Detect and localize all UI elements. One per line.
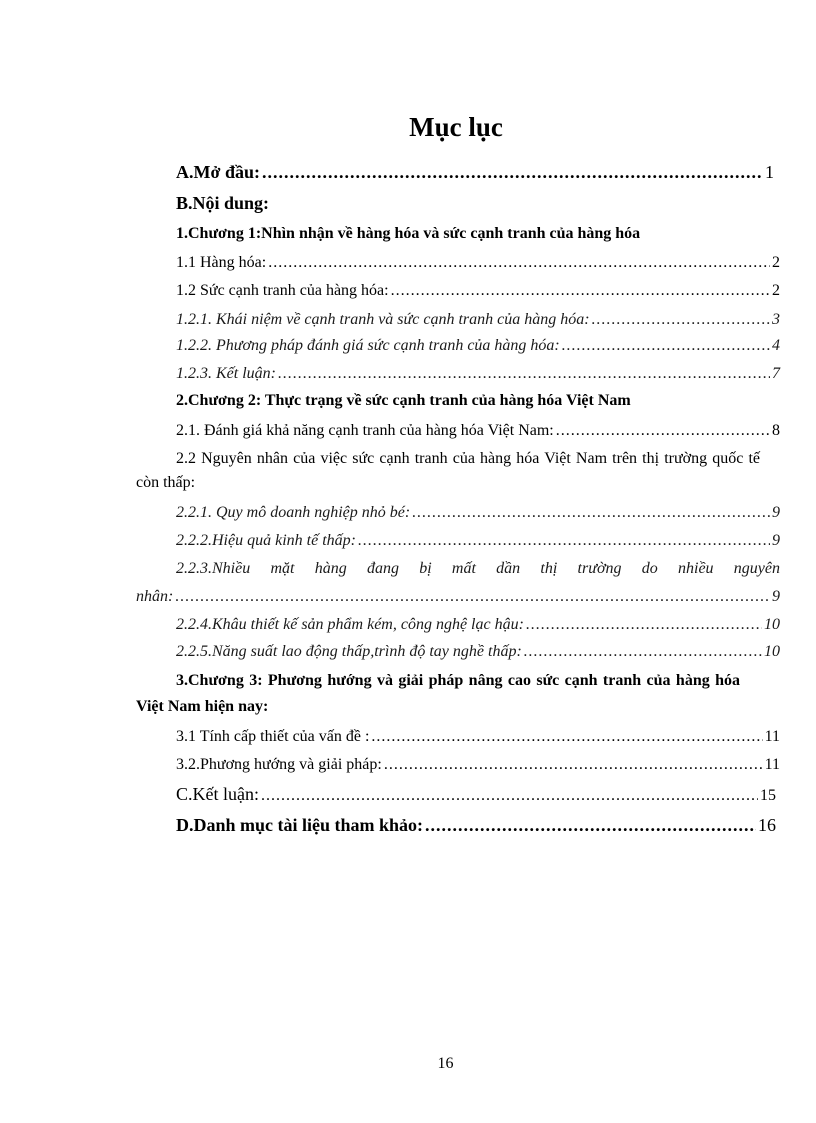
toc-leader (268, 253, 770, 273)
toc-leader (358, 531, 770, 551)
toc-chapter-2[interactable] (176, 391, 631, 411)
toc-label: nhân: (136, 588, 174, 605)
toc-label: 3.2.Phương hướng và giải pháp: (176, 756, 382, 773)
toc-page: 9 (772, 504, 780, 521)
toc-label: B.Nội dung: (176, 193, 270, 213)
toc-label: D.Danh mục tài liệu tham khảo: (176, 815, 424, 835)
toc-page: 9 (772, 532, 780, 549)
toc-page: 16 (758, 815, 776, 835)
toc-leader (592, 310, 770, 330)
toc-label: 2.2.2.Hiệu quả kinh tế thấp: (176, 532, 356, 549)
toc-entry-3-1[interactable] (176, 727, 780, 747)
page-title: Mục lục (409, 112, 503, 142)
toc-label: 3.Chương 3: Phương hướng và giải pháp nâng cao sức cạnh tranh của hàng hóa Việt Nam hiện nay: (136, 672, 740, 715)
toc-page: 7 (772, 365, 780, 382)
toc-entry-2-1[interactable] (176, 421, 780, 441)
toc-page: 11 (764, 756, 780, 773)
toc-label: 1.2.1. Khái niệm về cạnh tranh và sức cạnh tranh của hàng hóa: (176, 311, 590, 328)
toc-page: 2 (772, 282, 780, 299)
toc-page: 1 (765, 162, 774, 182)
toc-entry-a[interactable] (176, 162, 774, 182)
toc-entry-b[interactable] (176, 193, 269, 213)
toc-leader (262, 162, 763, 182)
toc-leader (391, 281, 770, 301)
toc-label: 2.2 Nguyên nhân của việc sức cạnh tranh của hàng hóa Việt Nam trên thị trường quốc tế còn thấp: (136, 450, 760, 491)
toc-page: 8 (772, 422, 780, 439)
toc-chapter-1[interactable] (176, 224, 640, 244)
toc-entry-2-2-4[interactable] (176, 615, 780, 635)
page-number: 16 (437, 1055, 454, 1072)
toc-entry-1-2-1[interactable] (176, 310, 780, 330)
toc-entry-2-2-1[interactable] (176, 503, 780, 523)
toc-leader (175, 587, 770, 607)
toc-label: 2.2.4.Khâu thiết kế sản phẩm kém, công nghệ lạc hậu: (176, 616, 524, 633)
toc-label: 1.2.3. Kết luận: (176, 365, 276, 382)
toc-label: 2.1. Đánh giá khả năng cạnh tranh của hàng hóa Việt Nam: (176, 422, 554, 439)
toc-leader (261, 786, 758, 806)
toc-leader (384, 755, 763, 775)
toc-page: 2 (772, 254, 780, 271)
toc-leader (371, 727, 762, 747)
toc-leader (425, 815, 756, 835)
toc-entry-1-1[interactable] (176, 253, 780, 273)
toc-leader (556, 421, 770, 441)
toc-entry-1-2-3[interactable] (176, 364, 780, 384)
toc-entry-2-2-3[interactable] (176, 559, 780, 579)
toc-entry-3-2[interactable] (176, 755, 780, 775)
toc-entry-2-2-3-cont[interactable] (136, 587, 780, 607)
toc-entry-d[interactable] (176, 815, 776, 835)
toc-label: 2.Chương 2: Thực trạng về sức cạnh tranh của hàng hóa Việt Nam (176, 392, 631, 409)
toc-page: 11 (764, 728, 780, 745)
toc-page: 9 (772, 588, 780, 605)
toc-label: 1.2 Sức cạnh tranh của hàng hóa: (176, 282, 389, 299)
toc-label: 1.2.2. Phương pháp đánh giá sức cạnh tranh của hàng hóa: (176, 337, 560, 354)
toc-label: 3.1 Tính cấp thiết của vấn đề : (176, 728, 370, 745)
toc-page: 15 (760, 787, 776, 804)
toc-label: 2.2.3.Nhiều mặt hàng đang bị mất dần thị trường do nhiều nguyên (176, 560, 780, 577)
toc-entry-2-2-5[interactable] (176, 642, 780, 662)
toc-entry-2-2-2[interactable] (176, 531, 780, 551)
toc-chapter-3[interactable] (136, 668, 740, 720)
toc-page: 3 (772, 311, 780, 328)
toc-label: 2.2.1. Quy mô doanh nghiệp nhỏ bé: (176, 504, 411, 521)
toc-entry-2-2[interactable] (136, 447, 760, 495)
toc-leader (562, 336, 770, 356)
toc-page: 10 (764, 643, 780, 660)
toc-leader (524, 642, 762, 662)
toc-page: 10 (764, 616, 780, 633)
toc-label: 1.1 Hàng hóa: (176, 254, 267, 271)
toc-label: 2.2.5.Năng suất lao động thấp,trình độ tay nghề thấp: (176, 643, 522, 660)
toc-entry-1-2[interactable] (176, 281, 780, 301)
toc-entry-c[interactable] (176, 784, 776, 806)
toc-label: A.Mở đầu: (176, 162, 260, 182)
toc-entry-1-2-2[interactable] (176, 336, 780, 356)
toc-leader (526, 615, 762, 635)
toc-leader (412, 503, 770, 523)
toc-page: 4 (772, 337, 780, 354)
toc-leader (278, 364, 770, 384)
toc-label: 1.Chương 1:Nhìn nhận về hàng hóa và sức cạnh tranh của hàng hóa (176, 225, 641, 242)
toc-label: C.Kết luận: (176, 784, 259, 804)
